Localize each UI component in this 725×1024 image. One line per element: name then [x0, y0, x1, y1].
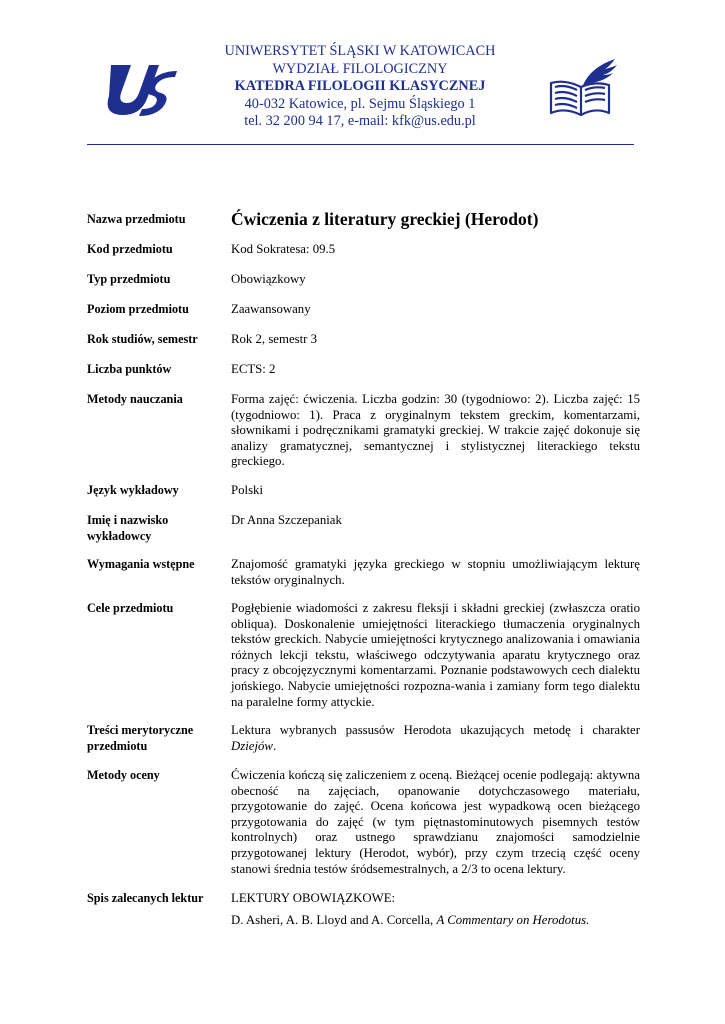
row-value: Pogłębienie wiadomości z zakresu fleksji i składni greckiej (zwłaszcza oratio obliqua). Doskonalenie umiejętności literackiego tłumaczenia oryginalnych tekstów greckich. Nabycie umiejętności krytycznego analizowania i omawiania różnych lekcji tekstu, właściwego odczytywania aparatu krytycznego oraz pracy z obcojęzycznymi komentarzami. Poznanie podstawowych cech dialektu jońskiego. Nabycie umiejętności rozpozna-wania i zamiany form tego dialektu na paralelne formy attyckie.: [231, 601, 640, 709]
address: 40-032 Katowice, pl. Sejmu Śląskiego 1: [244, 95, 476, 112]
row-label: Spis zalecanych lektur: [87, 891, 204, 905]
faculty-name: WYDZIAŁ FILOLOGICZNY: [272, 60, 448, 77]
reading-authors: D. Asheri, A. B. Lloyd and A. Corcella,: [231, 912, 434, 927]
row-label: Rok studiów, semestr: [87, 332, 198, 346]
row-label: Kod przedmiotu: [87, 242, 173, 256]
content-end: .: [272, 738, 277, 753]
course-title: Ćwiczenia z literatury greckiej (Herodot): [231, 209, 539, 229]
open-book-with-wing-logo: [547, 57, 619, 119]
row-value: Forma zajęć: ćwiczenia. Liczba godzin: 30 (tygodniowo: 2). Liczba zajęć: 15 (tygodniowo: 1). Praca z oryginalnym tekstem greckim, komentarzami, słownikami i podręcznikami gramatyki greckiej. W trakcie zajęć dokonuje się analizy gramatycznej, semantycznej i stylistycznej literackiego tekstu greckiego.: [231, 392, 640, 469]
institution-header: [190, 43, 530, 131]
content-text: Lektura wybranych passusów Herodota ukazujących metodę i charakter: [231, 723, 640, 737]
row-value: Kod Sokratesa: 09.5: [231, 242, 336, 256]
row-label: Cele przedmiotu: [87, 601, 174, 615]
reading-title: A Commentary on Herodotus.: [436, 912, 590, 927]
contact-info: tel. 32 200 94 17, e-mail: kfk@us.edu.pl: [244, 113, 476, 130]
reading-list-heading: LEKTURY OBOWIĄZKOWE:: [231, 891, 396, 905]
row-label: Wymagania wstępne: [87, 557, 195, 571]
row-label: Metody nauczania: [87, 392, 183, 406]
row-label: Metody oceny: [87, 768, 160, 782]
row-value: Obowiązkowy: [231, 272, 306, 286]
content-italic: Dziejów: [231, 738, 273, 753]
row-label: Liczba punktów: [87, 362, 172, 376]
header-divider: [87, 144, 634, 145]
row-label: Poziom przedmiotu: [87, 302, 189, 316]
row-value: [231, 891, 640, 928]
department-name: KATEDRA FILOLOGII KLASYCZNEJ: [234, 78, 486, 95]
row-label: Nazwa przedmiotu: [87, 212, 186, 226]
row-label: Typ przedmiotu: [87, 272, 171, 286]
row-label: Treści merytoryczne przedmiotu: [87, 723, 194, 753]
row-value: Znajomość gramatyki języka greckiego w stopniu umożliwiającym lekturę tekstów oryginalnych.: [231, 557, 640, 587]
university-name: UNIWERSYTET ŚLĄSKI W KATOWICACH: [224, 43, 496, 59]
row-label: Imię i nazwisko wykładowcy: [87, 513, 169, 543]
row-value: ECTS: 2: [231, 362, 276, 376]
row-value: [231, 723, 640, 754]
row-value: Polski: [231, 483, 264, 497]
reading-list-item: [231, 913, 640, 929]
row-label: Język wykładowy: [87, 483, 179, 497]
row-value: Dr Anna Szczepaniak: [231, 513, 342, 527]
row-value: Ćwiczenia kończą się zaliczeniem z oceną. Bieżącej ocenie podlegają: aktywna obecność na zajęciach, opanowanie dotychczasowego materiału, przygotowanie do zajęć. Ocena końcowa jest wypadkową ocen bieżącego przygotowania do zajęć (w tym piętnastominutowych pisemnych testów kontrolnych) oraz ustnego sprawdzianu znajomości samodzielnie przygotowanej lektury (Herodot, wybór), przy czym trzecią część oceny stanowi średnia testów śródsemestralnych, a 2/3 to ocena lektury.: [231, 768, 640, 876]
university-logo: [101, 63, 179, 117]
row-value: Rok 2, semestr 3: [231, 332, 318, 346]
row-value: Zaawansowany: [231, 302, 311, 316]
